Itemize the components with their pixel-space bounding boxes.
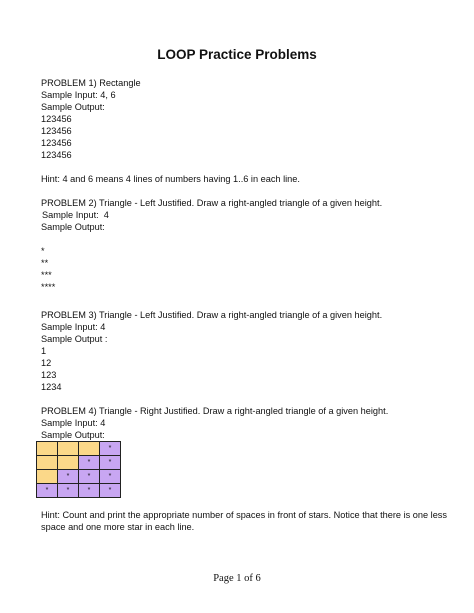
problem-3-input: Sample Input: 4 (41, 322, 106, 332)
problem-2-output-line: **** (41, 282, 56, 292)
problem-2-output-line: ** (41, 258, 49, 268)
problem-1-output-line: 123456 (41, 126, 72, 136)
problem-1-heading: PROBLEM 1) Rectangle (41, 78, 141, 88)
problem-4-hint: space and one more star in each line. (41, 522, 195, 532)
problem-1-output-line: 123456 (41, 138, 72, 148)
grid-cell-space (58, 456, 79, 470)
grid-cell-star: * (79, 470, 100, 484)
grid-cell-space (37, 470, 58, 484)
grid-cell-star: * (100, 456, 121, 470)
grid-cell-star: * (58, 470, 79, 484)
problem-3-output-label: Sample Output : (41, 334, 108, 344)
grid-cell-star: * (100, 484, 121, 498)
problem-3-output-line: 12 (41, 358, 52, 368)
grid-row (37, 456, 121, 470)
grid-cell-space (58, 442, 79, 456)
problem-2-output-line: *** (41, 270, 52, 280)
problem-1-hint: Hint: 4 and 6 means 4 lines of numbers having 1..6 in each line. (41, 174, 300, 184)
problem-3-heading: PROBLEM 3) Triangle - Left Justified. Draw a right-angled triangle of a given height. (41, 310, 383, 320)
grid-cell-space (37, 456, 58, 470)
problem-4-hint: Hint: Count and print the appropriate number of spaces in front of stars. Notice that there is one less (41, 510, 447, 520)
page-title: LOOP Practice Problems (157, 47, 317, 62)
problem-2-input: Sample Input: 4 (42, 210, 109, 220)
grid-cell-space (79, 442, 100, 456)
problem-1-output-label: Sample Output: (41, 102, 105, 112)
problem-4-input: Sample Input: 4 (41, 418, 106, 428)
problem-1-output-line: 123456 (41, 114, 72, 124)
problem-2-output-label: Sample Output: (41, 222, 105, 232)
problem-1-input: Sample Input: 4, 6 (41, 90, 116, 100)
problem-1-output-line: 123456 (41, 150, 72, 160)
problem-2-output-line: * (41, 246, 45, 256)
grid-row (37, 484, 121, 498)
problem-3-output-line: 123 (41, 370, 57, 380)
grid-row (37, 442, 121, 456)
grid-cell-star: * (58, 484, 79, 498)
page-number: Page 1 of 6 (213, 573, 261, 584)
star-grid (36, 441, 121, 498)
grid-row (37, 470, 121, 484)
grid-cell-star: * (100, 470, 121, 484)
problem-4-output-label: Sample Output: (41, 430, 105, 440)
grid-cell-space (37, 442, 58, 456)
problem-2-heading: PROBLEM 2) Triangle - Left Justified. Draw a right-angled triangle of a given height. (41, 198, 383, 208)
problem-3-output-line: 1 (41, 346, 47, 356)
grid-cell-star: * (79, 484, 100, 498)
grid-cell-star: * (37, 484, 58, 498)
problem-3-output-line: 1234 (41, 382, 62, 392)
problem-4-heading: PROBLEM 4) Triangle - Right Justified. Draw a right-angled triangle of a given height. (41, 406, 389, 416)
grid-cell-star: * (79, 456, 100, 470)
grid-cell-star: * (100, 442, 121, 456)
